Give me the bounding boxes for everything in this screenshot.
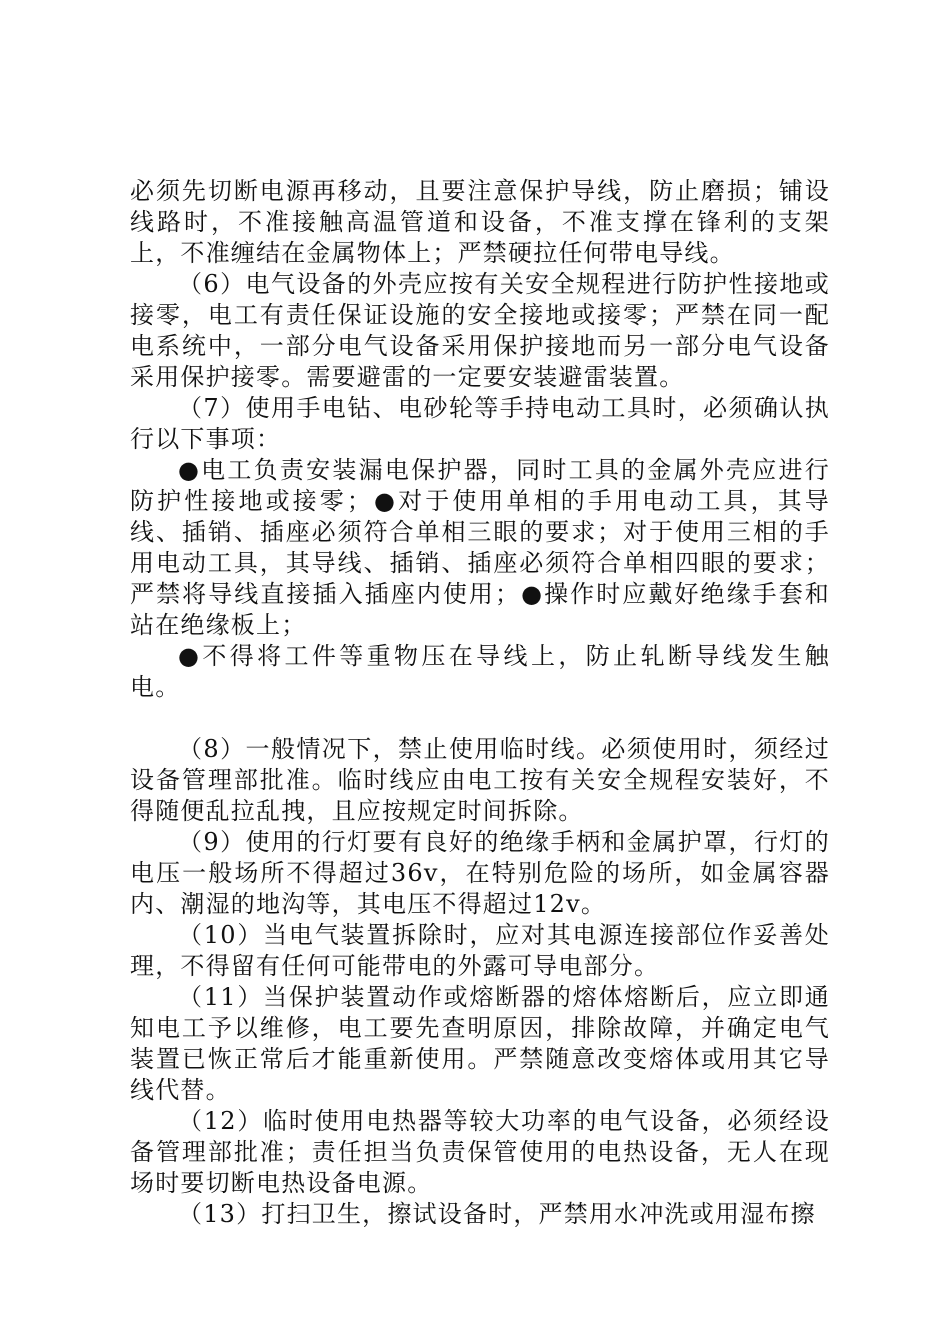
paragraph-item-13: （13）打扫卫生，擦试设备时，严禁用水冲洗或用湿布擦 [178,1200,816,1228]
paragraph-item-7: （7）使用手电钻、电砂轮等手持电动工具时，必须确认执行以下事项： [130,394,830,453]
bullet-paragraph-1: ●电工负责安装漏电保护器，同时工具的金属外壳应进行防护性接地或接零；●对于使用单相的手用电动工具，其导线、插销、插座必须符合单相三眼的要求；对于使用三相的手用电动工具，其导线、插销、插座必须符合单相四眼的要求；严禁将导线直接插入插座内使用；●操作时应戴好绝缘手套和站在绝缘板上； [130,456,830,639]
document-body [130,176,830,1230]
paragraph-item-9: （9）使用的行灯要有良好的绝缘手柄和金属护罩，行灯的电压一般场所不得超过36v，在特别危险的场所，如金属容器内、潮湿的地沟等，其电压不得超过12v。 [130,828,830,918]
blank-line [130,703,830,734]
paragraph-continuation: 必须先切断电源再移动，且要注意保护导线，防止磨损；铺设线路时，不准接触高温管道和设备，不准支撑在锋利的支架上，不准缠结在金属物体上；严禁硬拉任何带电导线。 [130,177,830,267]
paragraph-item-8: （8）一般情况下，禁止使用临时线。必须使用时，须经过设备管理部批准。临时线应由电工按有关安全规程安装好，不得随便乱拉乱拽，且应按规定时间拆除。 [130,735,830,825]
paragraph-item-10: （10）当电气装置拆除时，应对其电源连接部位作妥善处理，不得留有任何可能带电的外露可导电部分。 [130,921,830,980]
paragraph-item-12: （12）临时使用电热器等较大功率的电气设备，必须经设备管理部批准；责任担当负责保管使用的电热设备，无人在现场时要切断电热设备电源。 [130,1107,830,1197]
bullet-paragraph-2: ●不得将工件等重物压在导线上，防止轧断导线发生触电。 [130,642,830,701]
paragraph-item-11: （11）当保护装置动作或熔断器的熔体熔断后，应立即通知电工予以维修，电工要先查明原因，排除故障，并确定电气装置已恢正常后才能重新使用。严禁随意改变熔体或用其它导线代替。 [130,983,830,1104]
paragraph-item-6: （6）电气设备的外壳应按有关安全规程进行防护性接地或接零，电工有责任保证设施的安全接地或接零；严禁在同一配电系统中，一部分电气设备采用保护接地而另一部分电气设备采用保护接零。需要避雷的一定要安装避雷装置。 [130,270,830,391]
